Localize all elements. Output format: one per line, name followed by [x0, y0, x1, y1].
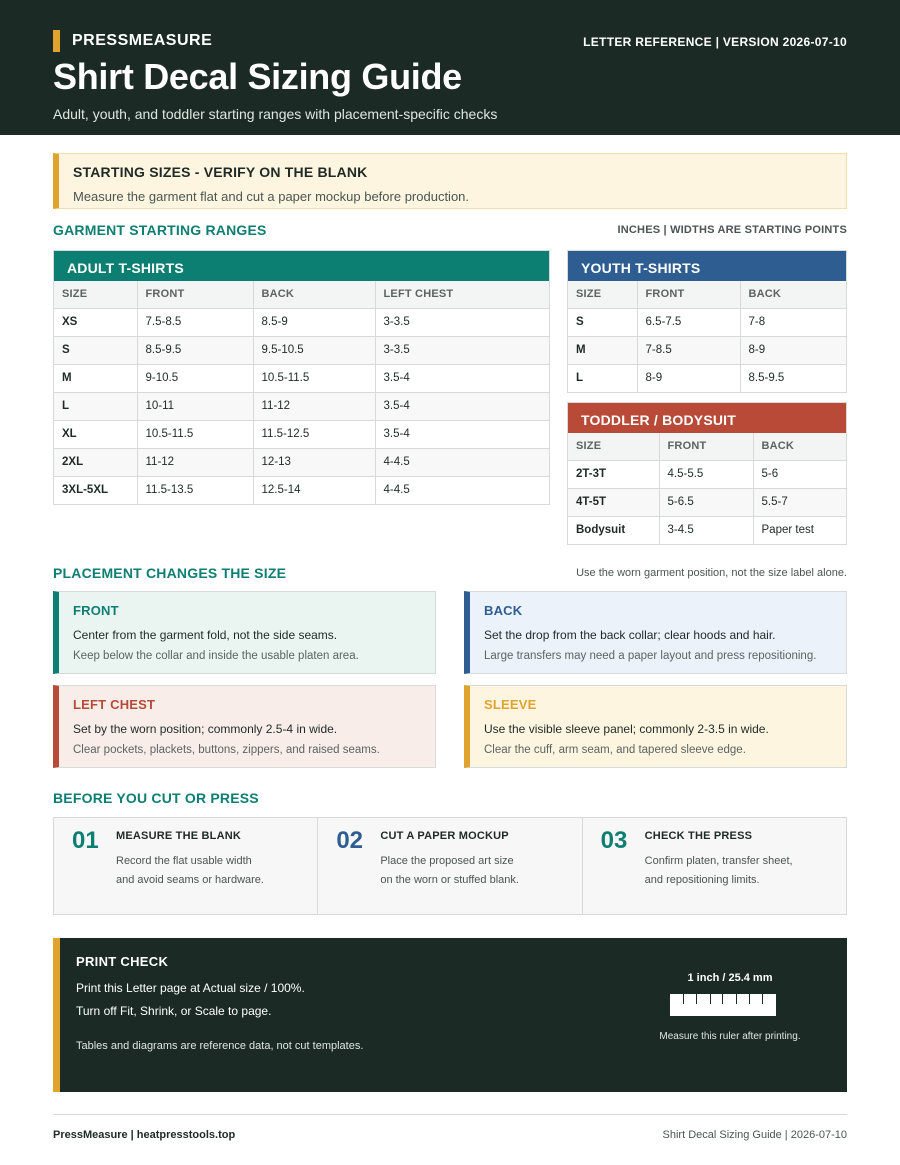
notice-text: Measure the garment flat and cut a paper mockup before production. [73, 189, 470, 204]
page-header [0, 0, 900, 135]
column-header: FRONT [137, 281, 253, 308]
placement-card-front [53, 591, 436, 674]
value-cell: 5.5-7 [753, 488, 846, 516]
step-number: 01 [72, 827, 99, 854]
placement-card-line2: Large transfers may need a paper layout and press repositioning. [484, 650, 817, 662]
step-line1: Confirm platen, transfer sheet, [644, 855, 793, 867]
value-cell: 10.5-11.5 [253, 364, 375, 392]
ruler-tick [710, 994, 711, 1004]
table-row [568, 308, 846, 336]
table-row [54, 420, 549, 448]
adult-table-card [53, 250, 550, 505]
size-cell: 2T-3T [568, 460, 659, 488]
placement-card-line1: Center from the garment fold, not the side seams. [73, 628, 338, 642]
table-row [54, 336, 549, 364]
ruler-tick [696, 994, 697, 1004]
brand [53, 30, 212, 52]
value-cell: 5-6.5 [659, 488, 753, 516]
table-header-row [568, 281, 846, 308]
table-header-row [54, 281, 549, 308]
size-cell: XS [54, 308, 137, 336]
value-cell: 4.5-5.5 [659, 460, 753, 488]
step-number: 02 [336, 827, 364, 854]
notice-title: STARTING SIZES - VERIFY ON THE BLANK [73, 164, 368, 180]
ruler-tick [749, 994, 750, 1004]
size-cell: L [54, 392, 137, 420]
column-header: FRONT [637, 281, 740, 308]
value-cell: 5-6 [753, 460, 846, 488]
ruler-label: 1 inch / 25.4 mm [687, 972, 773, 984]
value-cell: 12-13 [253, 448, 375, 476]
table-row [54, 308, 549, 336]
ruler-icon [670, 994, 776, 1016]
print-check-line3: Tables and diagrams are reference data, not cut templates. [76, 1040, 364, 1052]
value-cell: 10.5-11.5 [137, 420, 253, 448]
placement-card-line1: Set by the worn position; commonly 2.5-4 in wide. [73, 722, 338, 736]
table-body [568, 460, 846, 544]
placement-section-note: Use the worn garment position, not the size label alone. [576, 567, 847, 579]
footer-divider [53, 1114, 847, 1115]
size-cell: 2XL [54, 448, 137, 476]
value-cell: 8.5-9 [253, 308, 375, 336]
step-line2: and avoid seams or hardware. [116, 874, 264, 886]
size-cell: M [568, 336, 637, 364]
placement-card-title: LEFT CHEST [73, 697, 156, 712]
youth-table-title: YOUTH T-SHIRTS [568, 251, 846, 281]
value-cell: 4-4.5 [383, 484, 410, 497]
adult-table-title: ADULT T-SHIRTS [54, 251, 549, 281]
table-row [568, 516, 846, 544]
page-subtitle: Adult, youth, and toddler starting ranges with placement-specific checks [53, 106, 498, 122]
table-row [568, 364, 846, 392]
value-cell: Paper test [761, 524, 814, 537]
table-row [54, 476, 549, 504]
column-header: LEFT CHEST [375, 281, 549, 308]
value-cell: 9-10.5 [137, 364, 253, 392]
size-cell: S [54, 336, 137, 364]
print-check-panel [53, 938, 847, 1092]
size-cell: 4T-5T [568, 488, 659, 516]
toddler-table-title: TODDLER / BODYSUIT [568, 403, 846, 433]
placement-section-title: PLACEMENT CHANGES THE SIZE [53, 565, 287, 581]
ruler-note: Measure this ruler after printing. [659, 1031, 801, 1042]
size-cell: 3XL-5XL [54, 476, 137, 504]
value-cell: 11-12 [137, 448, 253, 476]
footer-doc-info: Shirt Decal Sizing Guide | 2026-07-10 [662, 1129, 847, 1141]
placement-card-line1: Use the visible sleeve panel; commonly 2-3.5 in wide. [484, 722, 769, 736]
value-cell: 7-8.5 [637, 336, 740, 364]
table-row [54, 364, 549, 392]
size-cell: Bodysuit [568, 516, 659, 544]
value-cell: 7-8 [740, 308, 846, 336]
toddler-size-table [568, 433, 846, 544]
table-body [568, 308, 846, 392]
step-item [318, 818, 582, 914]
value-cell: 3-3.5 [375, 308, 549, 336]
value-cell: 4-4.5 [375, 448, 549, 476]
ranges-section-title: GARMENT STARTING RANGES [53, 222, 267, 238]
toddler-table-card [567, 402, 847, 545]
placement-card-sleeve [464, 685, 847, 768]
column-header: SIZE [568, 281, 637, 308]
table-row [54, 448, 549, 476]
print-check-line2: Turn off Fit, Shrink, or Scale to page. [76, 1004, 272, 1018]
ruler-tick [736, 994, 737, 1004]
verify-notice [53, 153, 847, 209]
step-title: CUT A PAPER MOCKUP [380, 830, 509, 842]
value-cell: 6.5-7.5 [637, 308, 740, 336]
placement-card-title: FRONT [73, 603, 119, 618]
size-cell: L [568, 364, 637, 392]
step-title: MEASURE THE BLANK [116, 830, 242, 842]
column-header: BACK [740, 281, 846, 308]
ruler-tick [762, 994, 763, 1004]
table-row [54, 392, 549, 420]
step-item [54, 818, 318, 914]
column-header: SIZE [568, 433, 659, 460]
step-line2: on the worn or stuffed blank. [380, 874, 519, 886]
placement-card-line2: Keep below the collar and inside the usable platen area. [73, 650, 359, 662]
step-item [583, 818, 846, 914]
column-header: BACK [753, 433, 846, 460]
step-line1: Record the flat usable width [116, 855, 252, 867]
value-cell: 7.5-8.5 [137, 308, 253, 336]
adult-size-table [54, 281, 549, 504]
step-title: CHECK THE PRESS [644, 830, 753, 842]
step-line2: and repositioning limits. [644, 874, 760, 886]
value-cell: 3.5-4 [375, 420, 549, 448]
value-cell: 3-4.5 [659, 516, 753, 544]
ranges-section-note: INCHES | WIDTHS ARE STARTING POINTS [617, 224, 847, 236]
version-label: LETTER REFERENCE | VERSION 2026-07-10 [583, 35, 847, 49]
step-number: 03 [600, 827, 628, 854]
column-header: SIZE [54, 281, 137, 308]
placement-card-title: BACK [484, 603, 523, 618]
value-cell: 9.5-10.5 [253, 336, 375, 364]
placement-card-back [464, 591, 847, 674]
value-cell: 8.5-9.5 [137, 336, 253, 364]
placement-card-title: SLEEVE [484, 697, 537, 712]
steps-panel [53, 817, 847, 915]
print-check-title: PRINT CHECK [76, 954, 169, 969]
placement-card-left-chest [53, 685, 436, 768]
youth-size-table [568, 281, 846, 392]
brand-accent-bar [53, 30, 60, 52]
value-cell: 11.5-13.5 [137, 476, 253, 504]
ruler-tick [683, 994, 684, 1004]
print-check-line1: Print this Letter page at Actual size / 100%. [76, 981, 305, 995]
size-cell: M [54, 364, 137, 392]
value-cell: 8-9 [637, 364, 740, 392]
placement-card-line2: Clear the cuff, arm seam, and tapered sleeve edge. [484, 744, 746, 756]
table-row [568, 488, 846, 516]
ruler-tick [722, 994, 723, 1004]
table-header-row [568, 433, 846, 460]
value-cell: 3.5-4 [375, 364, 549, 392]
value-cell: 11-12 [253, 392, 375, 420]
placement-card-line1: Set the drop from the back collar; clear hoods and hair. [484, 628, 776, 642]
steps-section-title: BEFORE YOU CUT OR PRESS [53, 790, 259, 806]
value-cell: 3-3.5 [375, 336, 549, 364]
size-cell: S [568, 308, 637, 336]
step-line1: Place the proposed art size [380, 855, 514, 867]
table-row [568, 336, 846, 364]
brand-name: PRESSMEASURE [72, 32, 213, 49]
value-cell: 10-11 [137, 392, 253, 420]
value-cell: 12.5-14 [253, 476, 375, 504]
page-title: Shirt Decal Sizing Guide [53, 56, 462, 97]
value-cell: 3.5-4 [375, 392, 549, 420]
placement-card-line2: Clear pockets, plackets, buttons, zippers, and raised seams. [73, 744, 380, 756]
table-body [54, 308, 549, 504]
column-header: BACK [253, 281, 375, 308]
footer-brand: PressMeasure | heatpresstools.top [53, 1129, 236, 1141]
value-cell: 11.5-12.5 [253, 420, 375, 448]
value-cell: 8-9 [740, 336, 846, 364]
size-cell: XL [54, 420, 137, 448]
value-cell: 8.5-9.5 [748, 372, 785, 385]
youth-table-card [567, 250, 847, 393]
table-row [568, 460, 846, 488]
column-header: FRONT [659, 433, 753, 460]
